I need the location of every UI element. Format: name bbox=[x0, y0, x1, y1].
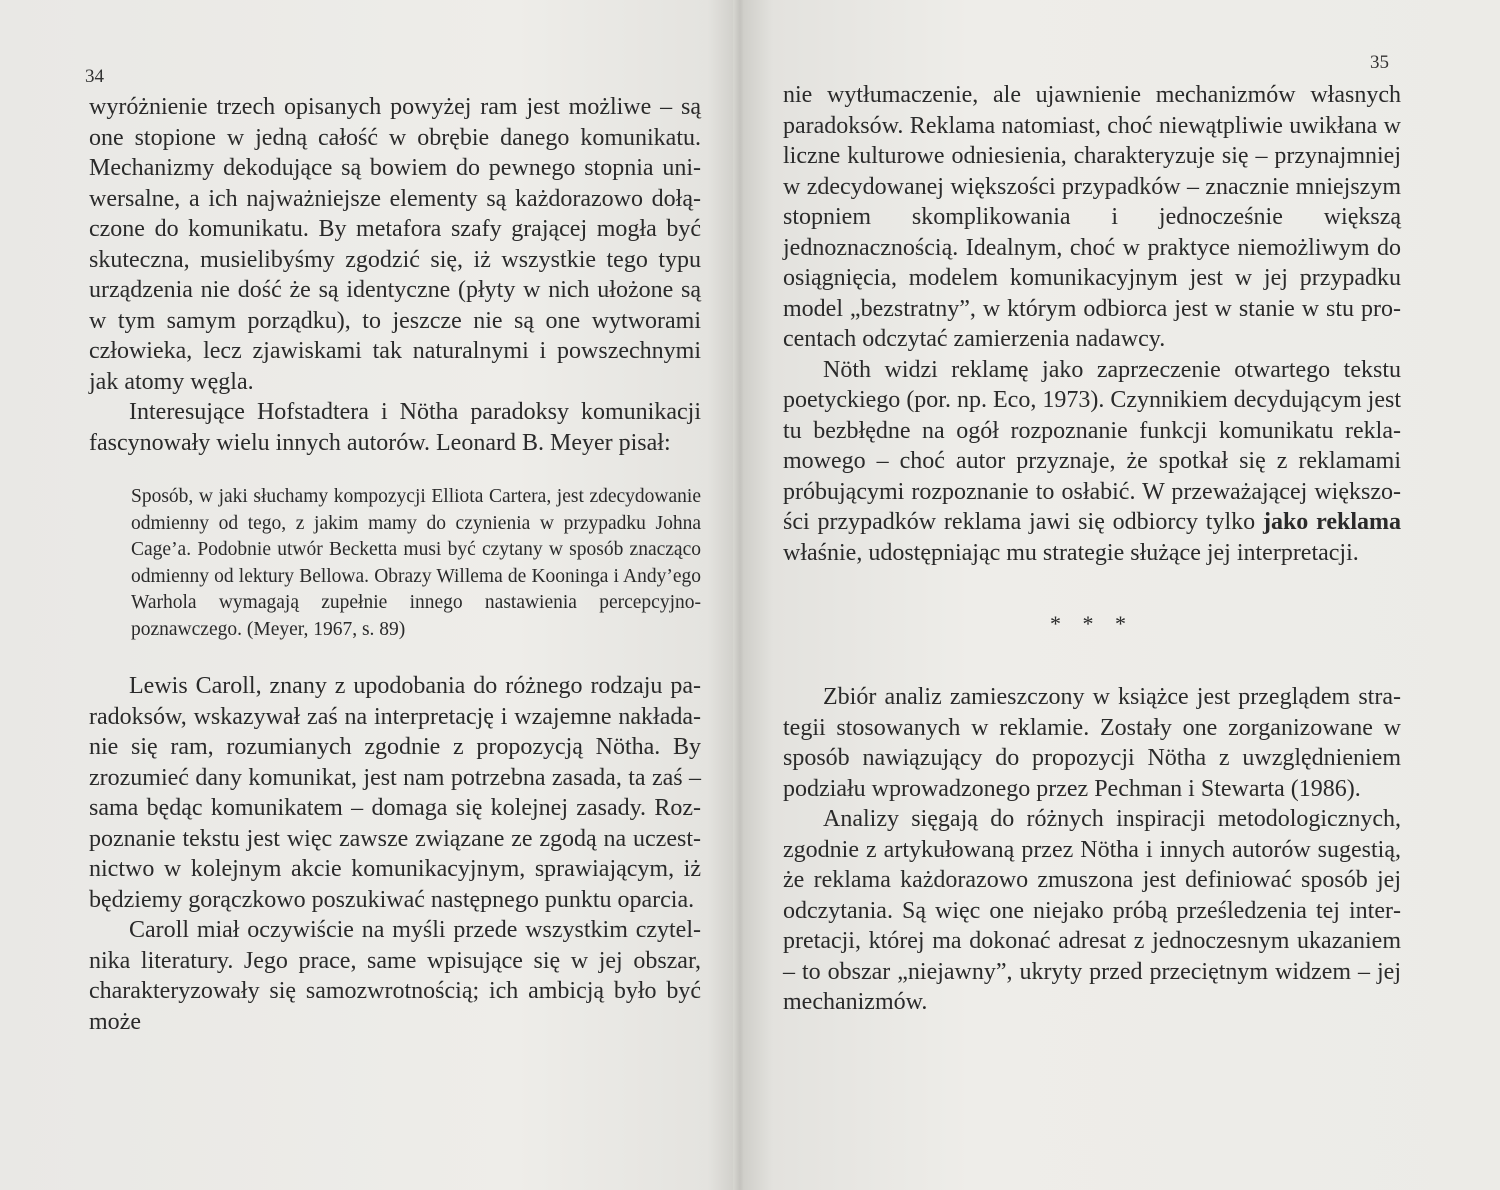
paragraph: Caroll miał oczywiście na myśli przede wszystkim czytelnika literatury. Jego prace, same wpisujące się w jej obszar, charakteryzowały się samozwrotnością; ich ambicją było być może bbox=[89, 917, 701, 1035]
paragraph: nie wytłumaczenie, ale ujawnienie mechanizmów własnych paradoksów. Reklama natomiast, choć niewątpliwie uwikłana w liczne kulturowe odniesienia, charakteryzuje się – przynajmniej w zdecydowanej większości przypadków – znacznie mniejszym stopniem skomplikowania i jednocześnie większą jednoznacznością. Idealnym, choć w praktyce niemożliwym do osiągnięcia, modelem komunikacyjnym jest w jej przypadku model „bezstratny”, w którym odbiorca jest w stanie w stu procentach odczytać zamierzenia nadawcy. bbox=[783, 82, 1401, 352]
right-page-text bbox=[783, 80, 1401, 1018]
quote-text: Sposób, w jaki słuchamy kompozycji Elliota Cartera, jest zdecydowanie odmienny od tego, z jakim mamy do czynienia w przypadku Johna Cage’a. Podobnie utwór Becketta musi być czytany w sposób znacząco odmienny od lektury Bellowa. Obrazy Willema de Kooninga i Andy’ego Warhola wymagają zupełnie innego nastawienia percepcyjno-poznawczego. (Meyer, 1967, s. 89) bbox=[131, 486, 701, 640]
left-page-text bbox=[89, 92, 701, 1037]
section-separator: * * * bbox=[1050, 611, 1134, 636]
page-number-left: 34 bbox=[85, 66, 104, 87]
page-number-right: 35 bbox=[1370, 52, 1389, 73]
left-page bbox=[0, 0, 737, 1190]
paragraph: Lewis Caroll, znany z upodobania do różnego rodzaju paradoksów, wskazywał zaś na interpretację i wzajemne nakładanie się ram, rozumianych zgodnie z propozycją Nötha. By zrozumieć dany komunikat, jest nam potrzebna zasada, ta zaś – sama będąc komunikatem – domaga się kolejnej zasady. Rozpoznanie tekstu jest więc zawsze związane ze zgodą na uczestnictwo w kolejnym akcie komunikacyjnym, sprawiającym, iż będziemy gorączkowo poszukiwać następnego punktu oparcia. bbox=[89, 673, 701, 913]
paragraph: Interesujące Hofstadtera i Nötha paradoksy komunikacji fascynowały wielu innych autorów. Leonard B. Meyer pisał: bbox=[89, 399, 701, 456]
paragraph: wyróżnienie trzech opisanych powyżej ram jest możliwe – są one stopione w jedną całość w obrębie danego komunikatu. Mechanizmy dekodujące są bowiem do pewnego stopnia uniwersalne, a ich najważniejsze elementy są każdorazowo dołączone do komunikatu. By metafora szafy grającej mogła być skuteczna, musielibyśmy zgodzić się, iż wszystkie tego typu urządzenia nie dość że są identyczne (płyty w nich ułożone są w tym samym porządku), to jeszcze nie są one wytworami człowieka, lecz zjawiskami tak naturalnymi i powszechnymi jak atomy węgla. bbox=[89, 94, 701, 395]
paragraph-text-end: właśnie, udostępniając mu strategie służące jej interpretacji. bbox=[783, 539, 1359, 566]
paragraph-text: Nöth widzi reklamę jako zaprzeczenie otwartego tekstu poetyckiego (por. np. Eco, 1973). Czynnikiem decydującym jest tu bezbłędne na ogół rozpoznanie funkcji komunikatu reklamowego – choć autor przyznaje, że spotkał się z reklamami próbującymi rozpoznanie to osłabić. W przeważającej większości przypadków reklama jawi się odbiorcy tylko bbox=[783, 356, 1401, 535]
emphasis-text: jako reklama bbox=[1262, 509, 1402, 535]
paragraph: Zbiór analiz zamieszczony w książce jest przeglądem strategii stosowanych w reklamie. Zostały one zorganizowane w sposób nawiązujący do propozycji Nötha z uwzględnieniem podziału wprowadzonego przez Pechman i Stewarta (1986). bbox=[783, 684, 1401, 802]
paragraph: Analizy sięgają do różnych inspiracji metodologicznych, zgodnie z artykułowaną przez Nötha i innych autorów sugestią, że reklama każdorazowo zmuszona jest definiować sposób jej odczytania. Są więc one niejako próbą prześledzenia tej interpretacji, której ma dokonać adresat z jednoczesnym ukazaniem – to obszar „niejawny”, ukryty przed przeciętnym widzem – jej mechanizmów. bbox=[783, 806, 1401, 1015]
paragraph bbox=[783, 355, 1401, 569]
block-quote bbox=[131, 484, 701, 643]
